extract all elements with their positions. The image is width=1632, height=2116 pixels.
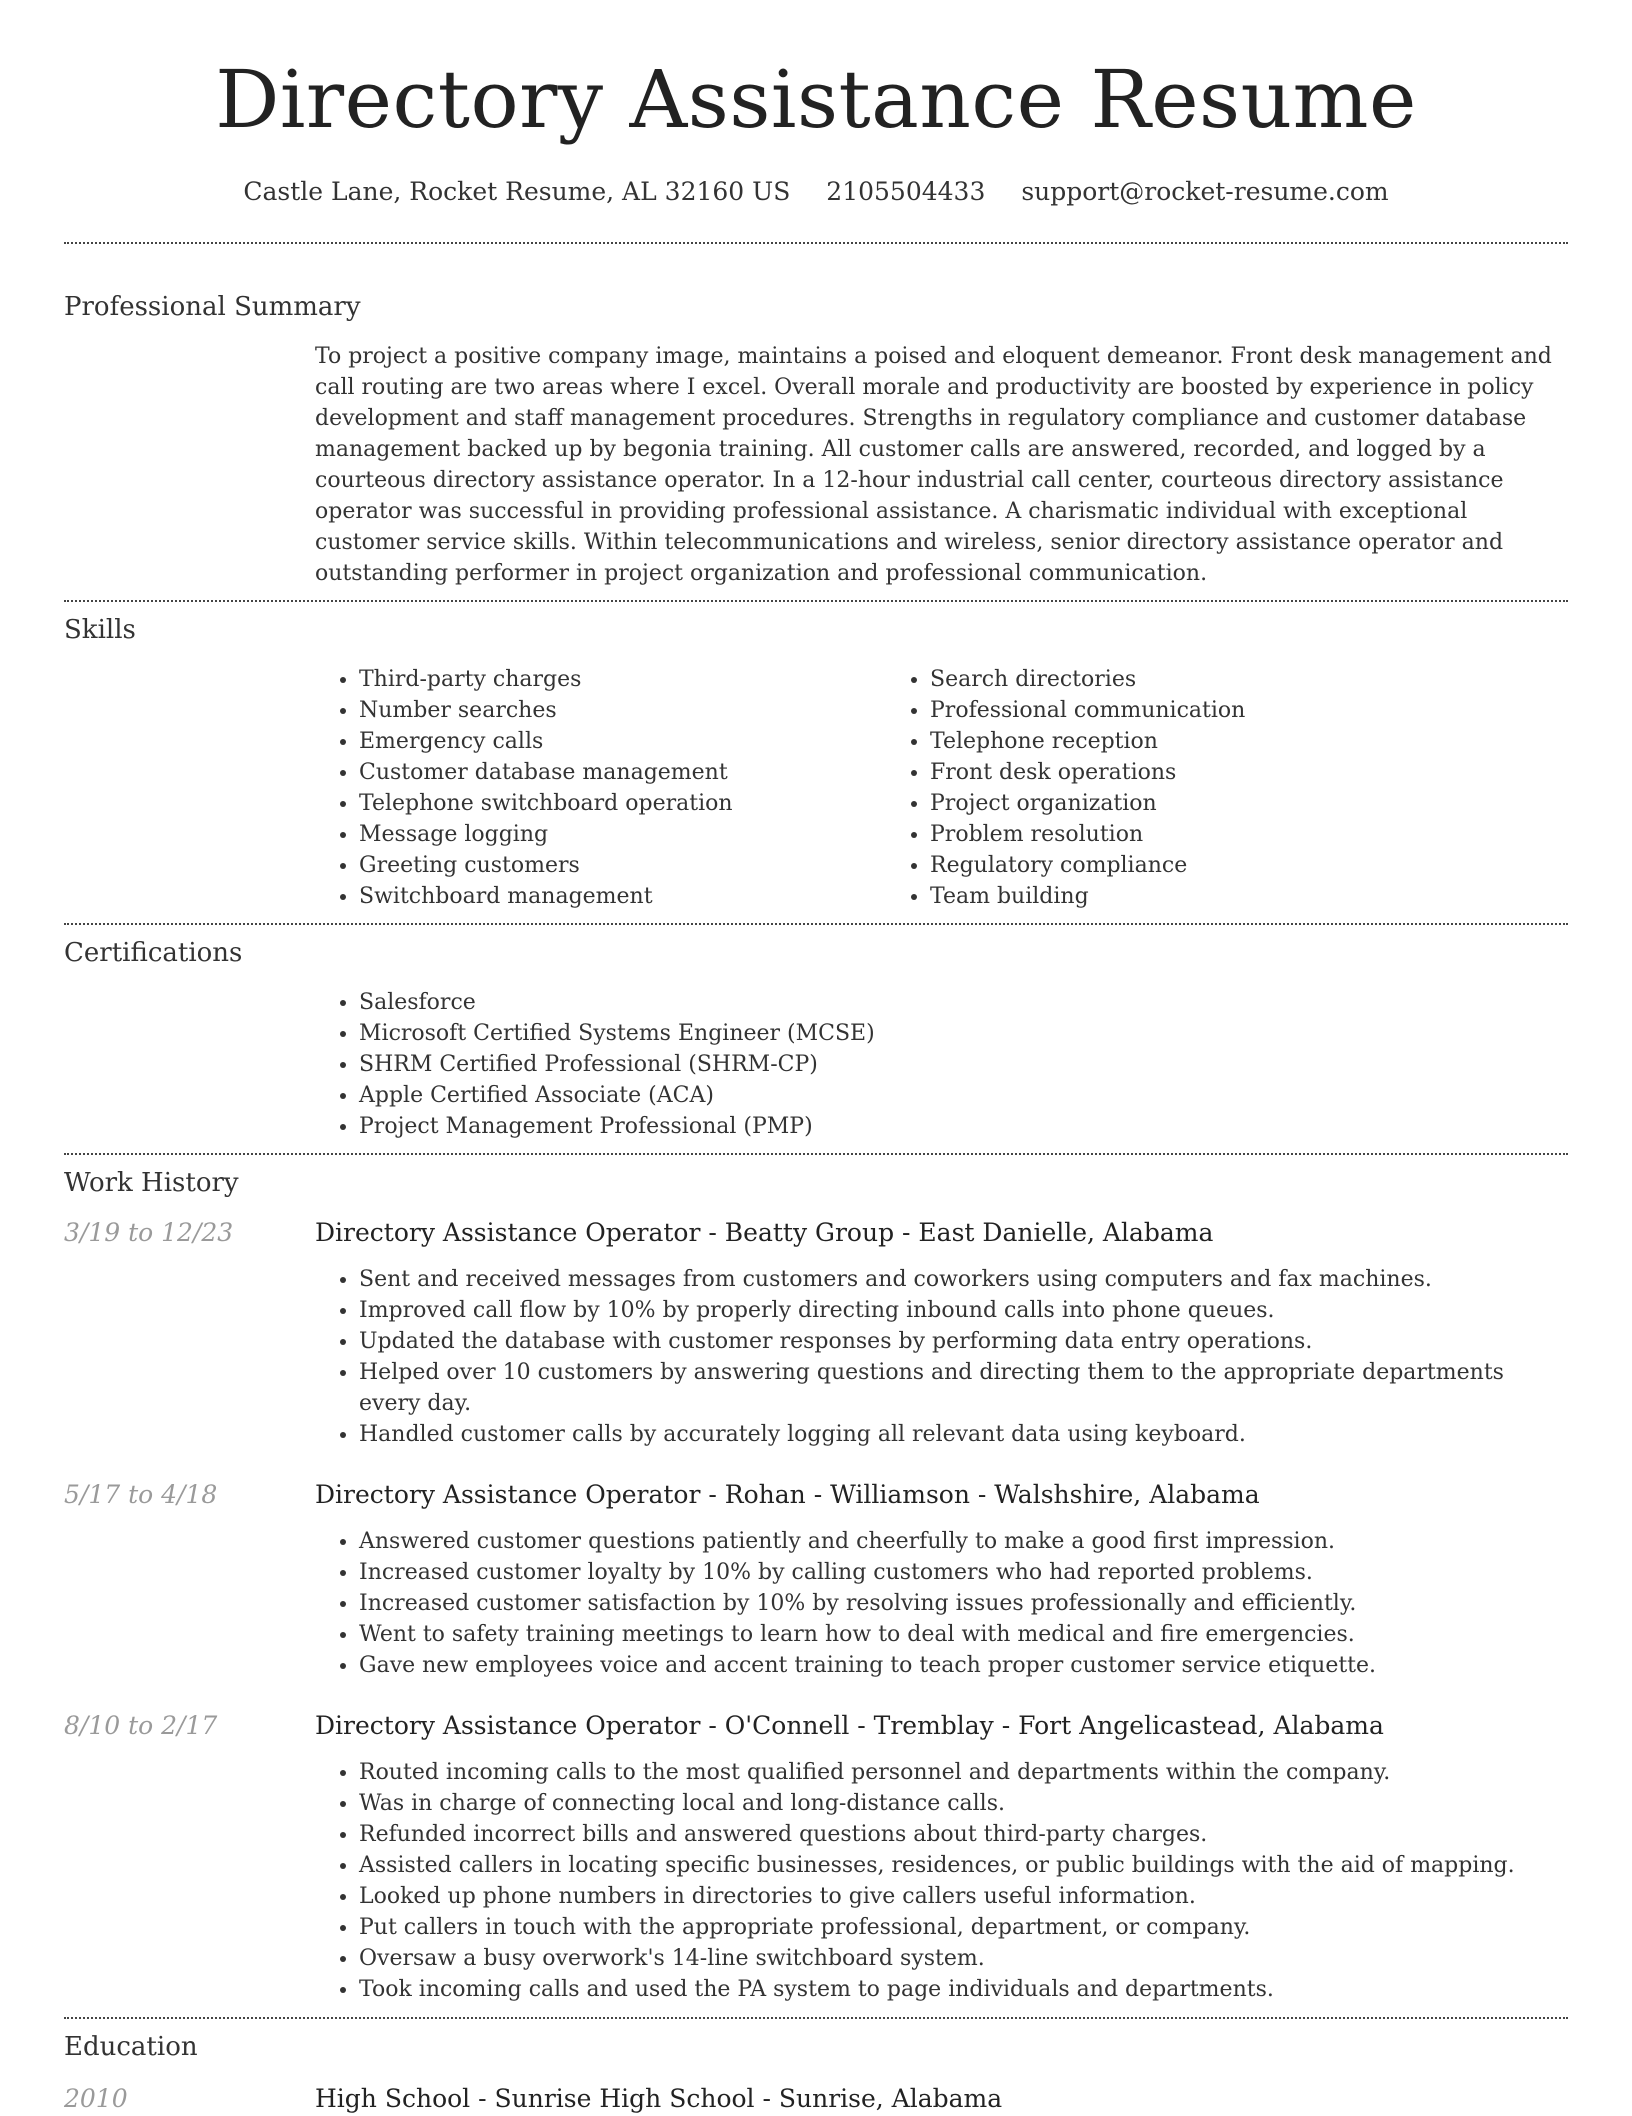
job-bullet: • Updated the database with customer responses by performing data entry operations. (359, 1326, 1568, 1357)
skill-item: • Emergency calls (359, 726, 886, 757)
skills-list-left (315, 664, 886, 912)
certification-item: • Apple Certified Associate (ACA) (359, 1080, 1568, 1111)
skills-list-right (886, 664, 1457, 912)
skill-item: • Message logging (359, 819, 886, 850)
certifications-list (315, 987, 1568, 1142)
skill-item: • Third-party charges (359, 664, 886, 695)
job-title: Directory Assistance Operator - Beatty Group - East Danielle, Alabama (315, 1218, 1214, 1247)
education-title: High School - Sunrise High School - Sunrise, Alabama (315, 2084, 1003, 2113)
skills-section (64, 602, 1568, 912)
skill-item: • Switchboard management (359, 881, 886, 912)
skills-grid (315, 664, 1568, 912)
skill-item: • Customer database management (359, 757, 886, 788)
skill-item: • Greeting customers (359, 850, 886, 881)
job-bullet: • Looked up phone numbers in directories to give callers useful information. (359, 1881, 1568, 1912)
job-bullet: • Helped over 10 customers by answering questions and directing them to the appropriate departments every day. (359, 1357, 1568, 1419)
section-title-education: Education (64, 2032, 198, 2062)
skill-item: • Project organization (930, 788, 1457, 819)
skill-item: • Telephone switchboard operation (359, 788, 886, 819)
summary-text: To project a positive company image, maintains a poised and eloquent demeanor. Front desk management and call routing are two areas where I excel. Overall morale and productivity are boosted by experience in policy development and staff management procedures. Strengths in regulatory compliance and customer database management backed up by begonia training. All customer calls are answered, recorded, and logged by a courteous directory assistance operator. In a 12-hour industrial call center, courteous directory assistance operator was successful in providing professional assistance. A charismatic individual with exceptional customer service skills. Within telecommunications and wireless, senior directory assistance operator and outstanding performer in project organization and professional communication. (315, 344, 1552, 586)
job-title: Directory Assistance Operator - Rohan - Williamson - Walshshire, Alabama (315, 1480, 1260, 1509)
skill-item: • Front desk operations (930, 757, 1457, 788)
certification-item: • Microsoft Certified Systems Engineer (MCSE) (359, 1018, 1568, 1049)
resume-page (64, 0, 1568, 2116)
certification-item: • SHRM Certified Professional (SHRM-CP) (359, 1049, 1568, 1080)
job-bullet: • Increased customer loyalty by 10% by calling customers who had reported problems. (359, 1557, 1568, 1588)
section-title-skills: Skills (64, 615, 136, 645)
skill-item: • Regulatory compliance (930, 850, 1457, 881)
job-bullet: • Went to safety training meetings to learn how to deal with medical and fire emergencies. (359, 1619, 1568, 1650)
education-section (64, 2019, 1568, 2116)
job-bullet: • Was in charge of connecting local and long-distance calls. (359, 1788, 1568, 1819)
job-bullet: • Refunded incorrect bills and answered questions about third-party charges. (359, 1819, 1568, 1850)
summary-content (315, 341, 1568, 589)
certification-item: • Project Management Professional (PMP) (359, 1111, 1568, 1142)
job-bullets (315, 1757, 1568, 2005)
job-entry (64, 1216, 1568, 1450)
job-bullet: • Routed incoming calls to the most qualified personnel and departments within the company. (359, 1757, 1568, 1788)
skill-item: • Search directories (930, 664, 1457, 695)
job-bullets (315, 1526, 1568, 1681)
contact-line (64, 176, 1568, 208)
job-bullet: • Sent and received messages from customers and coworkers using computers and fax machines. (359, 1264, 1568, 1295)
job-dates: 8/10 to 2/17 (64, 1711, 218, 1740)
section-title-summary: Professional Summary (64, 292, 361, 322)
job-bullets (315, 1264, 1568, 1450)
resume-title: Directory Assistance Resume (215, 53, 1417, 146)
skill-item: • Telephone reception (930, 726, 1457, 757)
section-title-certifications: Certifications (64, 938, 243, 968)
job-entry (64, 1478, 1568, 1681)
job-bullet: • Answered customer questions patiently and cheerfully to make a good first impression. (359, 1526, 1568, 1557)
job-bullet: • Gave new employees voice and accent training to teach proper customer service etiquette. (359, 1650, 1568, 1681)
job-bullet: • Took incoming calls and used the PA system to page individuals and departments. (359, 1974, 1568, 2005)
job-dates: 3/19 to 12/23 (64, 1218, 234, 1247)
certifications-content (315, 987, 1568, 1142)
skill-item: • Problem resolution (930, 819, 1457, 850)
skill-item: • Number searches (359, 695, 886, 726)
certification-item: • Salesforce (359, 987, 1568, 1018)
job-bullet: • Oversaw a busy overwork's 14-line switchboard system. (359, 1943, 1568, 1974)
work-history-section (64, 1155, 1568, 2005)
job-bullet: • Put callers in touch with the appropriate professional, department, or company. (359, 1912, 1568, 1943)
job-bullet: • Assisted callers in locating specific businesses, residences, or public buildings with the aid of mapping. (359, 1850, 1568, 1881)
summary-section (64, 244, 1568, 589)
contact-phone: 2105504433 (826, 177, 986, 206)
job-title: Directory Assistance Operator - O'Connell - Tremblay - Fort Angelicastead, Alabama (315, 1711, 1384, 1740)
job-dates: 5/17 to 4/18 (64, 1480, 218, 1509)
section-title-work-history: Work History (64, 1168, 239, 1198)
contact-address: Castle Lane, Rocket Resume, AL 32160 US (243, 177, 791, 206)
certifications-section (64, 925, 1568, 1142)
education-year: 2010 (64, 2084, 128, 2113)
job-bullet: • Handled customer calls by accurately logging all relevant data using keyboard. (359, 1419, 1568, 1450)
education-entry (64, 2082, 1568, 2116)
skill-item: • Professional communication (930, 695, 1457, 726)
job-bullet: • Improved call flow by 10% by properly directing inbound calls into phone queues. (359, 1295, 1568, 1326)
job-bullet: • Increased customer satisfaction by 10% by resolving issues professionally and efficiently. (359, 1588, 1568, 1619)
contact-email: support@rocket-resume.com (1021, 177, 1389, 206)
job-entry (64, 1709, 1568, 2005)
skill-item: • Team building (930, 881, 1457, 912)
